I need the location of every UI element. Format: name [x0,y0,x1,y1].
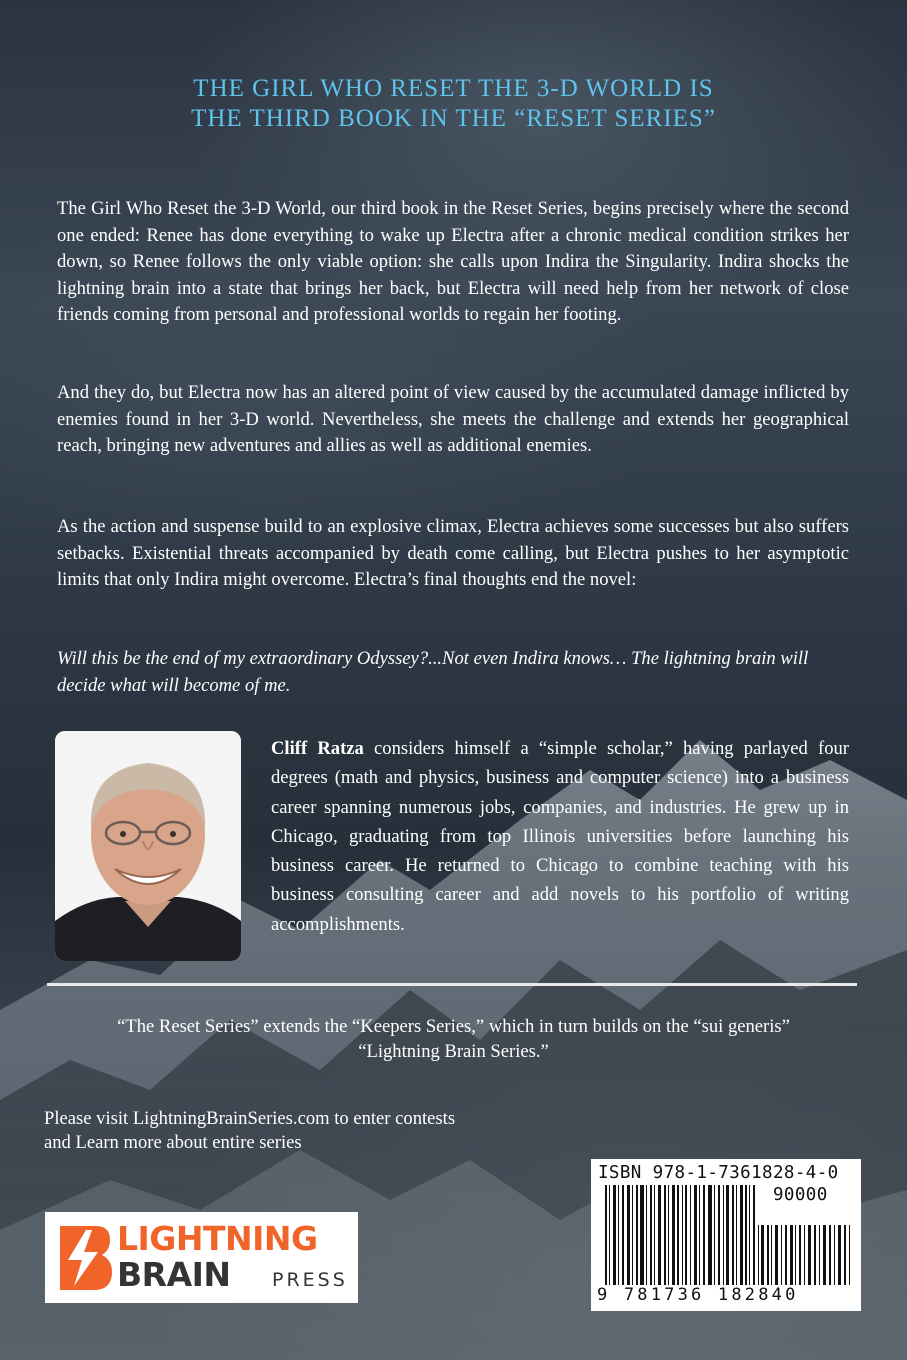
website-note-line-2: and Learn more about entire series [44,1132,302,1153]
headline [0,74,907,134]
author-bio [271,734,849,939]
ean-digits: 9 781736 182840 [597,1285,799,1305]
closing-quote: Will this be the end of my extraordinary Odyssey?...Not even Indira knows… The lightning brain will decide what will become of me. [57,648,809,696]
synopsis-paragraph-2: And they do, but Electra now has an altered point of view caused by the accumulated damage inflicted by enemies found in her 3-D world. Nevertheless, she meets the challenge and extends her geographical reach, bringing new adventures and allies as well as additional enemies. [57,382,849,456]
author-bio-text: considers himself a “simple scholar,” having parlayed four degrees (math and physics, business and computer science) into a business career spanning numerous jobs, companies, and industries. He grew up in Chicago, graduating from top Illinois universities before launching his business career. He returned to Chicago to combine teaching with his business consulting career and add novels to his portfolio of writing accomplishments. [271,738,849,935]
author-name: Cliff Ratza [271,738,364,759]
publisher-logo [45,1212,358,1303]
logo-word-press: PRESS [272,1269,348,1291]
headline-line-1: THE GIRL WHO RESET THE 3-D WORLD IS [193,75,714,102]
lightning-bolt-b-icon [56,1224,112,1292]
series-note-line-1: “The Reset Series” extends the “Keepers Series,” which in turn builds on the “sui generis” [117,1016,790,1037]
author-photo [55,731,241,961]
series-note-line-2: “Lightning Brain Series.” [358,1041,549,1062]
price-code: 90000 [773,1185,828,1205]
series-note [0,1014,907,1064]
logo-word-brain: BRAIN [117,1255,231,1294]
logo-word-lightning: LIGHTNING [117,1219,318,1258]
isbn-barcode [591,1159,861,1311]
synopsis-paragraph-3: As the action and suspense build to an explosive climax, Electra achieves some successes but also suffers setbacks. Existential threats accompanied by death come calling, but Electra pushes to her asymptotic limits that only Indira might overcome. Electra’s final thoughts end the novel: [57,516,849,590]
author-portrait-illustration [55,731,241,961]
isbn-number: ISBN 978-1-7361828-4-0 [598,1163,839,1183]
website-note-line-1: Please visit LightningBrainSeries.com to enter contests [44,1108,456,1129]
website-note [44,1107,564,1155]
synopsis-paragraph-1: The Girl Who Reset the 3-D World, our third book in the Reset Series, begins precisely where the second one ended: Renee has done everything to wake up Electra after a chronic medical condition strikes her down, so Renee follows the only viable option: she calls upon Indira the Singularity. Indira shocks the lightning brain into a state that brings her back, but Electra will need help from her network of close friends coming from personal and professional worlds to regain her footing. [57,198,849,325]
section-divider [47,983,857,986]
headline-line-2: THE THIRD BOOK IN THE “RESET SERIES” [191,105,716,132]
